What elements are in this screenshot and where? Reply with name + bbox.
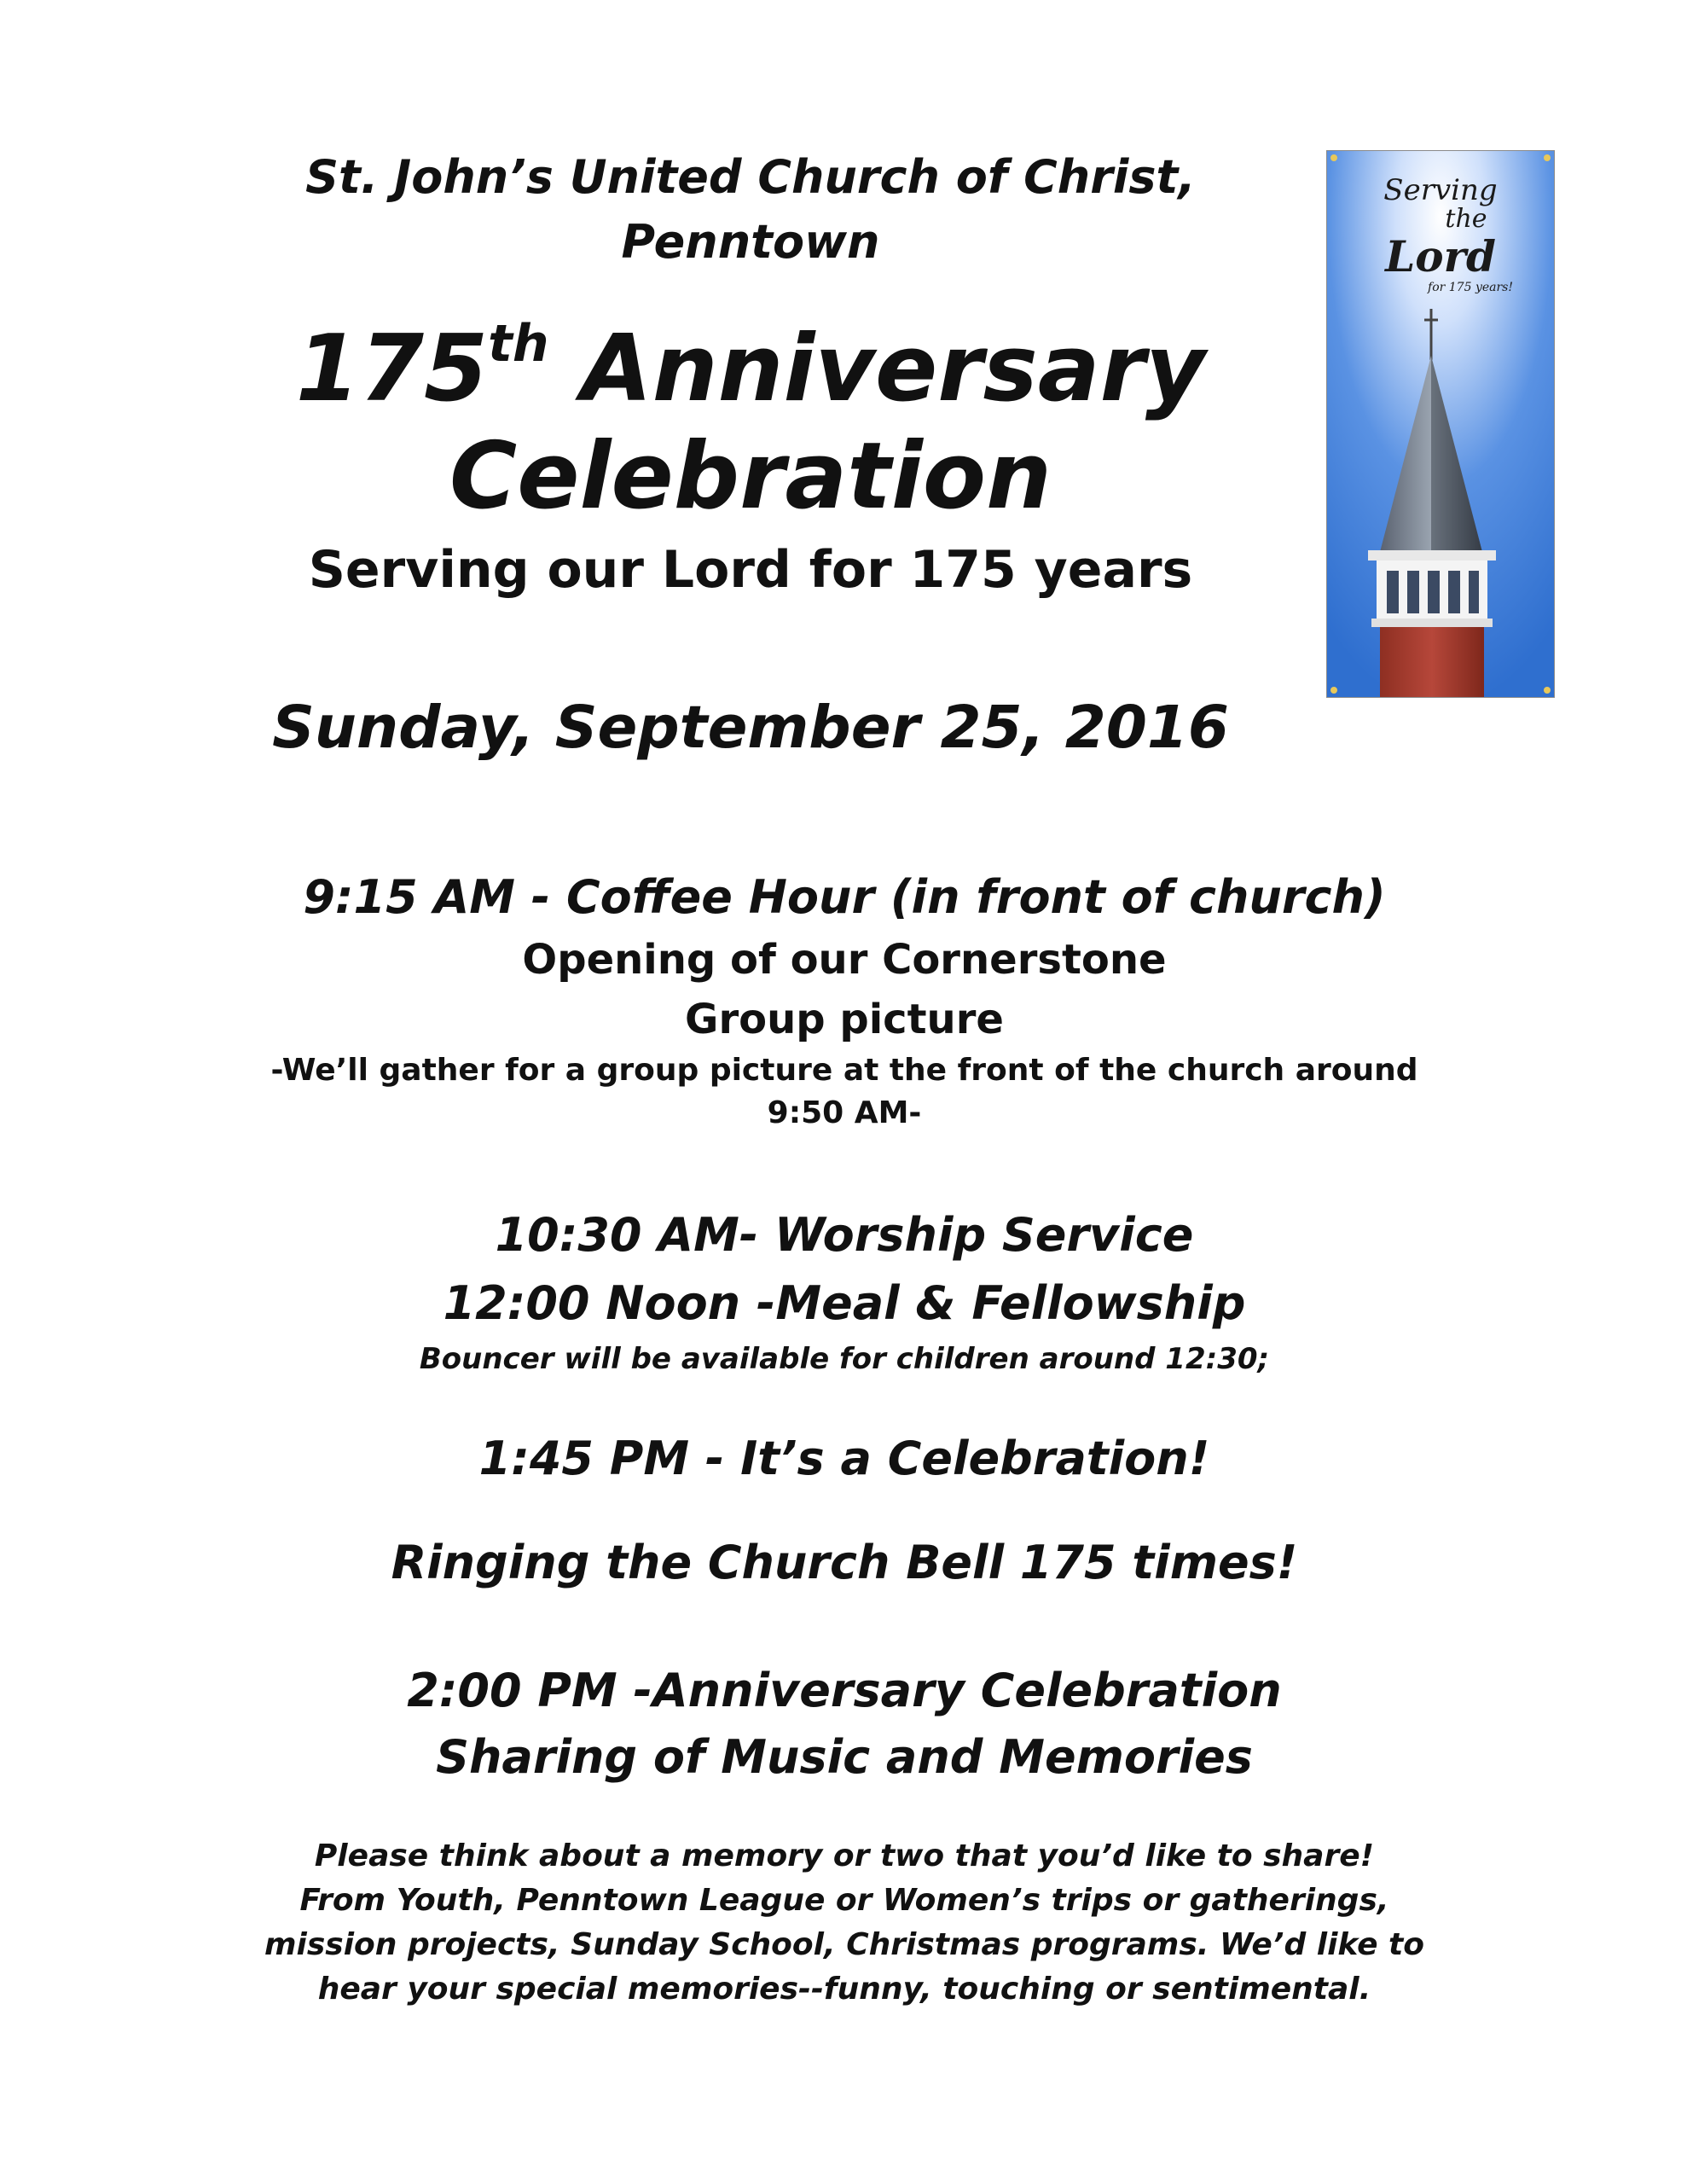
anniversary-headline [230,316,1271,531]
grommet-icon [1544,687,1551,694]
group-picture-note [196,1049,1493,1135]
anniversary-line [230,316,1271,423]
anniversary-celebration-item: 2:00 PM -Anniversary Celebration [407,1664,1282,1717]
church-name [230,145,1271,275]
coffee-hour-heading: 9:15 AM - Coffee Hour (in front of church) [303,870,1386,924]
celebration-item: 1:45 PM - It’s a Celebration! [478,1432,1210,1485]
banner-word-the: the [1445,204,1487,234]
music-memories-item: Sharing of Music and Memories [436,1730,1253,1784]
banner-subtitle: for 175 years! [1428,281,1513,294]
church-bell-item: Ringing the Church Bell 175 times! [391,1536,1298,1589]
church-name-line2: Penntown [621,215,880,269]
grommet-icon [1330,154,1337,161]
celebration-word: Celebration [449,423,1052,530]
steeple-banner-image [1326,150,1555,698]
group-picture-item: Group picture [685,996,1004,1043]
event-date: Sunday, September 25, 2016 [272,694,1229,762]
memories-note-line4: hear your special memories--funny, touching or sentimental. [317,1972,1371,2007]
church-name-line1: St. John’s United Church of Christ, [305,150,1196,204]
group-picture-note-line2: 9:50 AM- [767,1095,922,1130]
memories-note [196,1834,1493,2012]
banner-word-serving: Serving [1383,173,1498,207]
grommet-icon [1544,154,1551,161]
memories-note-line2: From Youth, Penntown League or Women’s trips or gatherings, [299,1883,1389,1918]
meal-fellowship-item: 12:00 Noon -Meal & Fellowship [443,1276,1246,1330]
worship-service-item: 10:30 AM- Worship Service [495,1208,1194,1262]
memories-note-line1: Please think about a memory or two that you’d like to share! [314,1838,1375,1873]
tagline: Serving our Lord for 175 years [308,540,1193,600]
bouncer-note: Bouncer will be available for children around 12:30; [419,1342,1270,1376]
anniversary-word: Anniversary [581,316,1206,422]
anniversary-number: 175 [295,316,489,422]
banner-word-lord: Lord [1385,231,1496,282]
cornerstone-item: Opening of our Cornerstone [522,936,1167,984]
grommet-icon [1330,687,1337,694]
anniversary-suffix: th [488,314,549,374]
brick-tower [1380,627,1484,697]
group-picture-note-line1: -We’ll gather for a group picture at the front of the church around [270,1053,1418,1088]
memories-note-line3: mission projects, Sunday School, Christmas programs. We’d like to [264,1927,1424,1962]
